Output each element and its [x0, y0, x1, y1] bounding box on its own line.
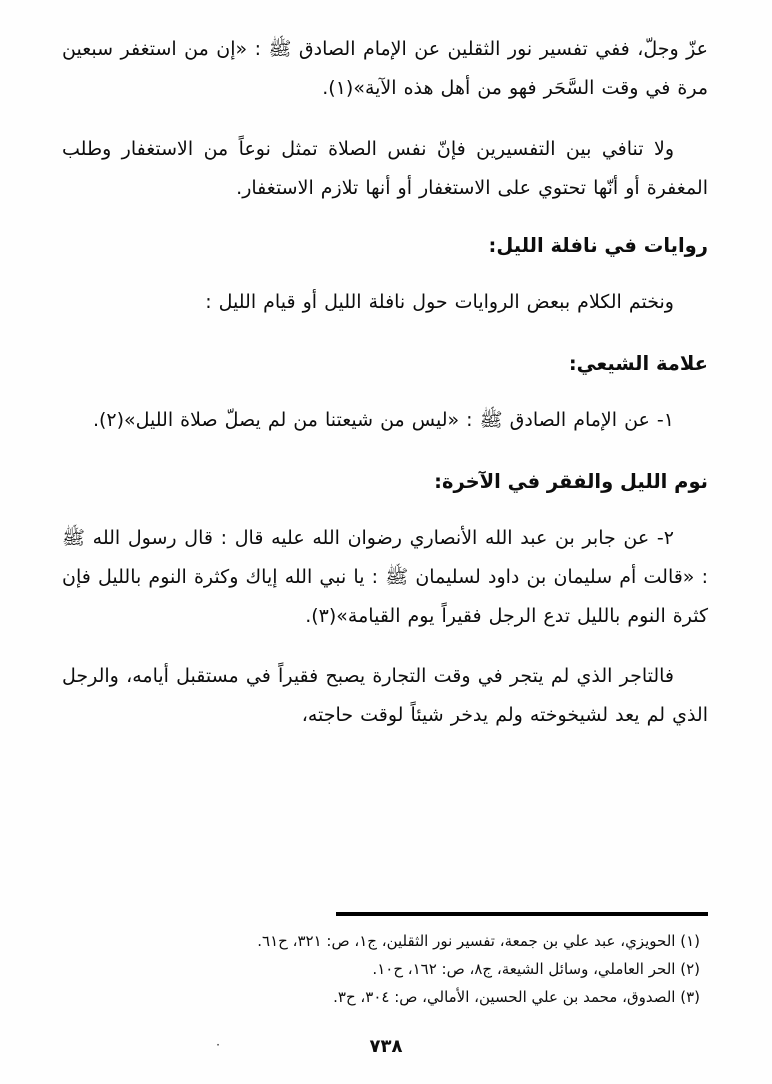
- footnote-3: (٣) الصدوق، محمد بن علي الحسين، الأمالي، ص: ٣٠٤، ح٣.: [333, 987, 700, 1006]
- subheading-alamat-al-shii: علامة الشيعي:: [568, 351, 708, 375]
- footnote-1: (١) الحويزي، عبد علي بن جمعة، تفسير نور الثقلين، ج١، ص: ٣٢١، ح٦١.: [257, 932, 700, 950]
- paragraph-hadith-2: ٢- عن جابر بن عبد الله الأنصاري رضوان الله عليه قال : قال رسول الله ﷺ : «قالت أم سليمان بن داود لسليمان ﷺ : يا نبي الله إياك وكثرة النوم بالليل فإن كثرة النوم بالليل تدع الرجل فقيراً يوم القيامة»(٣).: [62, 526, 708, 627]
- section-heading-riwayat-nafilat-al-layl: روايات في نافلة الليل:: [488, 233, 708, 257]
- paragraph-no-conflict: ولا تنافي بين التفسيرين فإنّ نفس الصلاة تمثل نوعاً من الاستغفار وطلب المغفرة أو أنّها تحتوي على الاستغفار أو أنها تلازم الاستغفار.: [62, 137, 708, 199]
- paragraph-tafsir-nur-thaqalayn: عزّ وجلّ، ففي تفسير نور الثقلين عن الإمام الصادق ﷺ : «إن من استغفر سبعين مرة في وقت السَّحَر فهو من أهل هذه الآية»(١).: [62, 38, 708, 99]
- print-artifact-dot: ·: [216, 1038, 220, 1052]
- paragraph-merchant-analogy: فالتاجر الذي لم يتجر في وقت التجارة يصبح فقيراً في مستقبل أيامه، والرجل الذي لم يعد لشيخوخته ولم يدخر شيئاً لوقت حاجته،: [62, 665, 708, 727]
- page-number: ٧٣٨: [369, 1036, 403, 1057]
- subheading-nawm-al-layl: نوم الليل والفقر في الآخرة:: [434, 469, 708, 493]
- footnote-2: (٢) الحر العاملي، وسائل الشيعة، ج٨، ص: ١٦٢، ح١٠.: [372, 959, 700, 978]
- main-text-column: [62, 30, 708, 757]
- paragraph-intro-riwayat: ونختم الكلام ببعض الروايات حول نافلة الليل أو قيام الليل :: [205, 290, 674, 313]
- paragraph-hadith-1: ١- عن الإمام الصادق ﷺ : «ليس من شيعتنا من لم يصلّ صلاة الليل»(٢).: [92, 408, 674, 431]
- footnote-separator-rule: [336, 912, 708, 916]
- footnotes-block: [120, 928, 700, 1011]
